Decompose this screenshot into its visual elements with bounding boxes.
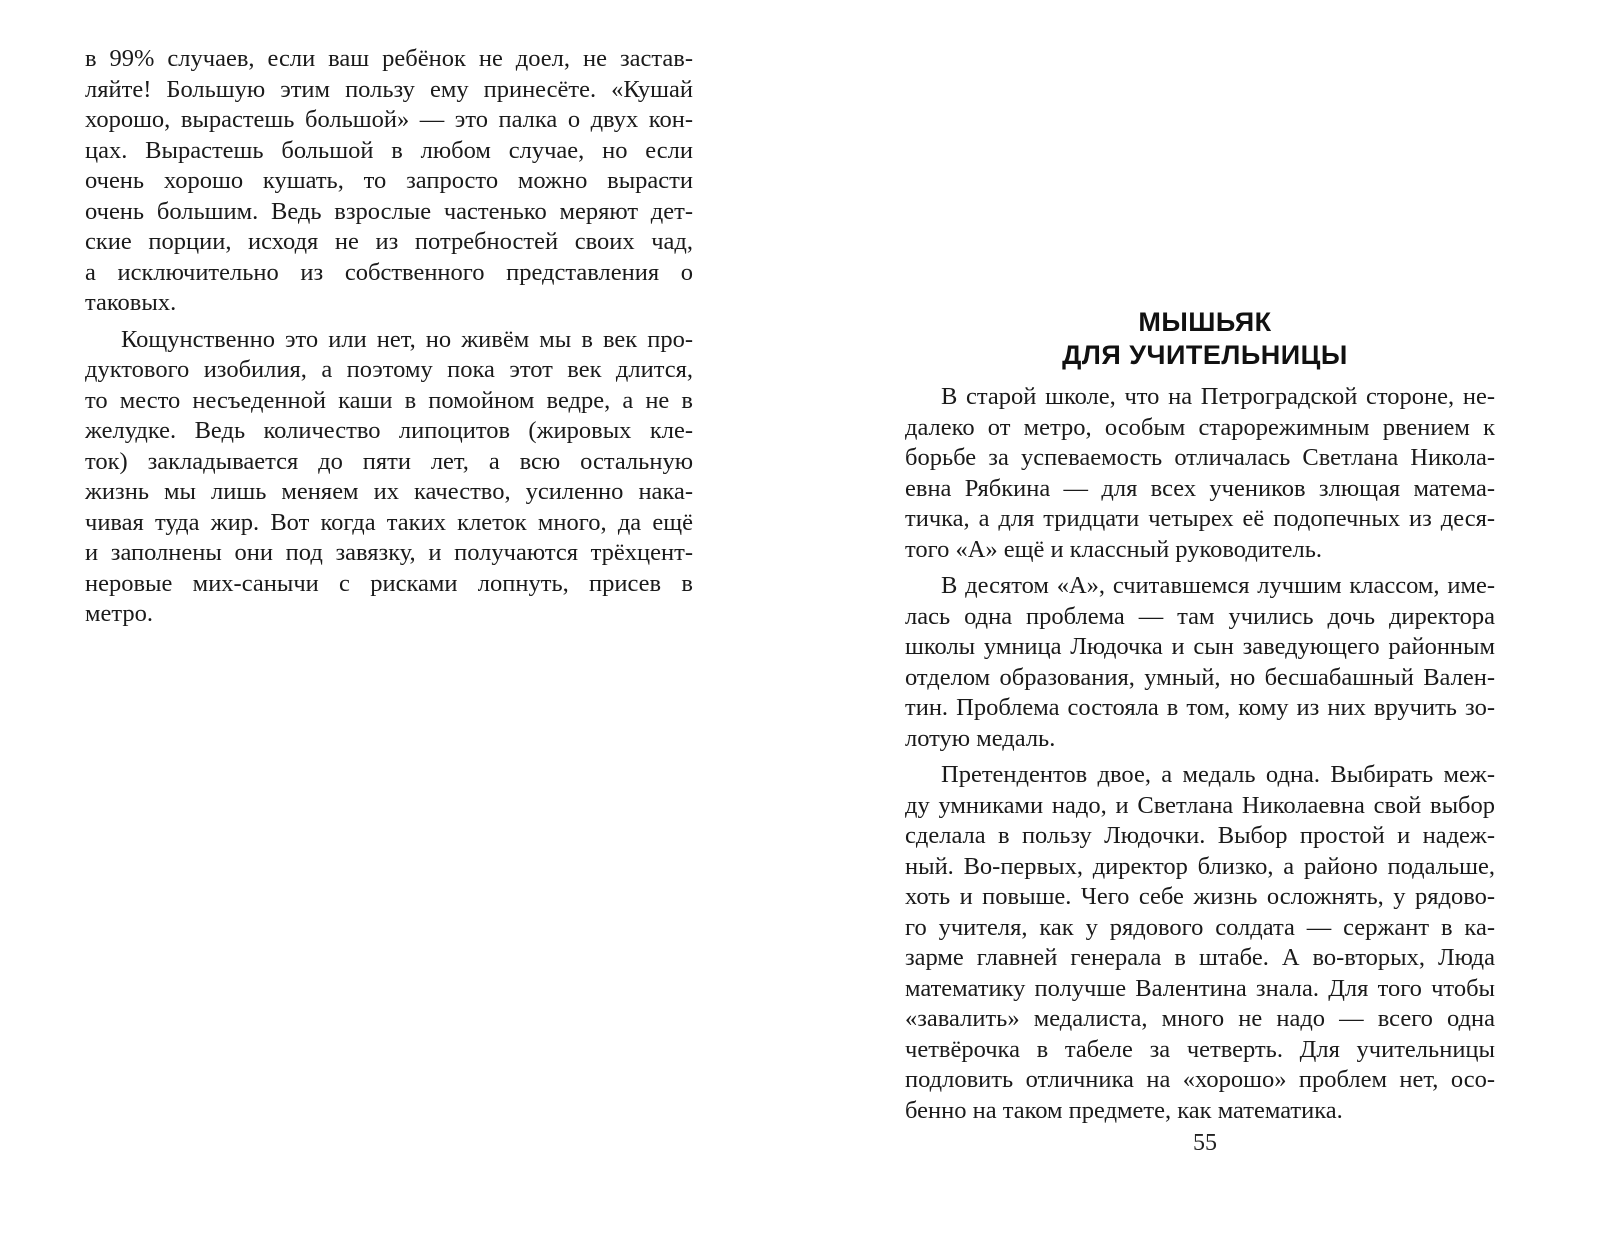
right-page: [800, 0, 1600, 1243]
text-line: борьбе за успеваемость отличалась Светлана Никола-: [905, 444, 1495, 471]
text-line: ляйте! Большую этим пользу ему принесёте. «Кушай: [85, 75, 693, 103]
text-line: хорошо, вырастешь большой» — это палка о двух кон-: [85, 106, 693, 133]
right-page-text-column: [905, 382, 1495, 1132]
text-line: того «А» ещё и классный руководитель.: [905, 535, 1323, 563]
chapter-title-line: ДЛЯ УЧИТЕЛЬНИЦЫ: [1062, 340, 1348, 371]
text-line: В старой школе, что на Петроградской стороне, не-: [941, 383, 1495, 410]
right-paragraph-3: [905, 760, 1495, 1126]
text-line: дуктового изобилия, а поэтому пока этот век длится,: [85, 356, 693, 383]
left-page: [0, 0, 790, 1243]
text-line: бенно на таком предмете, как математика.: [905, 1096, 1343, 1124]
text-line: сделала в пользу Людочки. Выбор простой и надеж-: [905, 822, 1495, 849]
text-line: лотую медаль.: [905, 724, 1056, 752]
text-line: Претендентов двое, а медаль одна. Выбирать меж-: [941, 761, 1495, 788]
text-line: Кощунственно это или нет, но живём мы в век про-: [121, 325, 693, 353]
text-line: а исключительно из собственного представления о: [85, 258, 693, 286]
right-paragraph-2: [905, 571, 1495, 754]
chapter-title-line: МЫШЬЯК: [1138, 307, 1272, 338]
text-line: неровые мих-санычи с рисками лопнуть, присев в: [85, 569, 693, 597]
text-line: желудке. Ведь количество липоцитов (жировых кле-: [85, 417, 693, 444]
text-line: цах. Вырастешь большой в любом случае, но если: [85, 136, 693, 164]
text-line: тин. Проблема состояла в том, кому из них вручить зо-: [905, 694, 1495, 721]
text-line: таковых.: [85, 289, 177, 316]
text-line: го учителя, как у рядового солдата — сержант в ка-: [905, 913, 1495, 941]
text-line: «завалить» медалиста, много не надо — всего одна: [905, 1005, 1495, 1032]
text-line: лась одна проблема — там учились дочь директора: [905, 602, 1495, 630]
text-line: в 99% случаев, если ваш ребёнок не доел, не застав-: [85, 45, 693, 72]
text-line: и заполнены они под завязку, и получаются трёхцент-: [85, 539, 693, 566]
text-line: ный. Во-первых, директор близко, а районо подальше,: [905, 852, 1495, 880]
text-line: евна Рябкина — для всех учеников злющая матема-: [905, 474, 1495, 502]
text-line: очень большим. Ведь взрослые частенько меряют дет-: [85, 197, 693, 225]
page-number: 55: [1193, 1130, 1217, 1156]
text-line: метро.: [85, 600, 154, 627]
text-line: школы умница Людочка и сын заведующего районным: [905, 633, 1495, 660]
left-paragraph-2: [85, 325, 693, 630]
text-line: далеко от метро, особым старорежимным рвением к: [905, 413, 1495, 441]
text-line: В десятом «А», считавшемся лучшим классом, име-: [941, 572, 1495, 599]
text-line: математику получше Валентина знала. Для того чтобы: [905, 974, 1495, 1002]
text-line: то место несъеденной каши в помойном ведре, а не в: [85, 386, 693, 414]
text-line: зарме главней генерала в штабе. А во-вторых, Люда: [905, 944, 1495, 971]
text-line: жизнь мы лишь меняем их качество, усиленно нака-: [85, 478, 693, 505]
right-paragraph-1: [905, 382, 1495, 565]
text-line: ток) закладывается до пяти лет, а всю остальную: [85, 447, 693, 475]
left-page-text-column: [85, 44, 693, 636]
text-line: чивая туда жир. Вот когда таких клеток много, да ещё: [85, 508, 693, 536]
chapter-title: [905, 306, 1505, 372]
text-line: тичка, а для тридцати четырех её подопечных из деся-: [905, 505, 1495, 532]
left-paragraph-1: [85, 44, 693, 319]
text-line: ду умниками надо, и Светлана Николаевна свой выбор: [905, 791, 1495, 819]
text-line: четвёрочка в табеле за четверть. Для учительницы: [905, 1035, 1495, 1063]
text-line: ские порции, исходя не из потребностей своих чад,: [85, 228, 693, 255]
text-line: очень хорошо кушать, то запросто можно вырасти: [85, 167, 693, 194]
text-line: хоть и повыше. Чего себе жизнь осложнять, у рядово-: [905, 883, 1495, 910]
text-line: подловить отличника на «хорошо» проблем нет, осо-: [905, 1066, 1495, 1093]
text-line: отделом образования, умный, но бесшабашный Вален-: [905, 663, 1495, 691]
